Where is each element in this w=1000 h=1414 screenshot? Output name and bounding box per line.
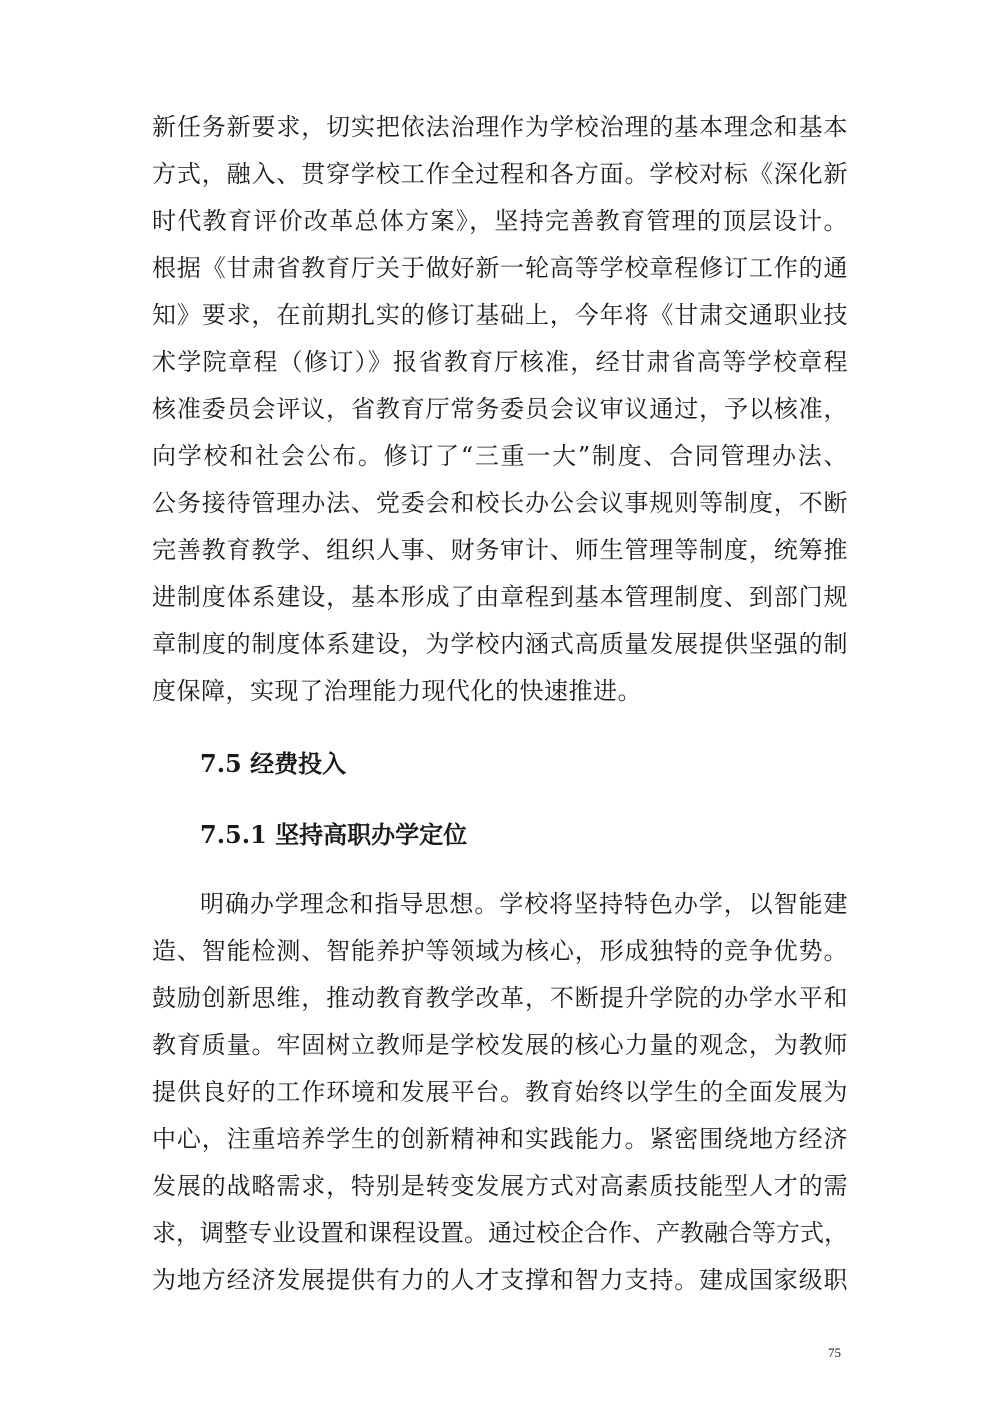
paragraph-line: 造、智能检测、智能养护等领域为核心，形成独特的竞争优势。 xyxy=(152,937,848,965)
paragraph-line: 求，调整专业设置和课程设置。通过校企合作、产教融合等方式， xyxy=(152,1219,848,1247)
paragraph-line: 提供良好的工作环境和发展平台。教育始终以学生的全面发展为 xyxy=(152,1078,848,1106)
paragraph-line: 核准委员会评议，省教育厅常务委员会议审议通过，予以核准， xyxy=(152,395,848,423)
paragraph-line: 进制度体系建设，基本形成了由章程到基本管理制度、到部门规 xyxy=(152,583,848,611)
paragraph-line: 度保障，实现了治理能力现代化的快速推进。 xyxy=(152,677,642,705)
paragraph-line: 明确办学理念和指导思想。学校将坚持特色办学，以智能建 xyxy=(200,890,848,918)
paragraph-line: 发展的战略需求，特别是转变发展方式对高素质技能型人才的需 xyxy=(152,1172,848,1200)
paragraph-positioning xyxy=(152,881,848,1304)
paragraph-line: 为地方经济发展提供有力的人才支撑和智力支持。建成国家级职 xyxy=(152,1266,848,1294)
paragraph-line: 时代教育评价改革总体方案》，坚持完善教育管理的顶层设计。 xyxy=(152,207,848,235)
paragraph-line: 公务接待管理办法、党委会和校长办公会议事规则等制度，不断 xyxy=(152,489,848,517)
paragraph-line: 鼓励创新思维，推动教育教学改革，不断提升学院的办学水平和 xyxy=(152,984,848,1012)
section-heading: 7.5 经费投入 xyxy=(200,749,347,778)
paragraph-line: 方式，融入、贯穿学校工作全过程和各方面。学校对标《深化新 xyxy=(152,160,848,188)
paragraph-governance xyxy=(152,104,848,715)
paragraph-line: 章制度的制度体系建设，为学校内涵式高质量发展提供坚强的制 xyxy=(152,630,848,658)
subsection-heading: 7.5.1 坚持高职办学定位 xyxy=(200,820,468,849)
paragraph-line: 完善教育教学、组织人事、财务审计、师生管理等制度，统筹推 xyxy=(152,536,848,564)
paragraph-line: 教育质量。牢固树立教师是学校发展的核心力量的观念，为教师 xyxy=(152,1031,848,1059)
paragraph-line: 新任务新要求，切实把依法治理作为学校治理的基本理念和基本 xyxy=(152,113,848,141)
paragraph-line: 术学院章程（修订）》报省教育厅核准，经甘肃省高等学校章程 xyxy=(152,348,848,376)
page-number: 75 xyxy=(828,1345,841,1360)
paragraph-line: 知》要求，在前期扎实的修订基础上，今年将《甘肃交通职业技 xyxy=(152,301,848,329)
paragraph-line: 中心，注重培养学生的创新精神和实践能力。紧密围绕地方经济 xyxy=(152,1125,848,1153)
paragraph-line: 向学校和社会公布。修订了“三重一大”制度、合同管理办法、 xyxy=(152,442,848,470)
paragraph-line: 根据《甘肃省教育厅关于做好新一轮高等学校章程修订工作的通 xyxy=(152,254,848,282)
